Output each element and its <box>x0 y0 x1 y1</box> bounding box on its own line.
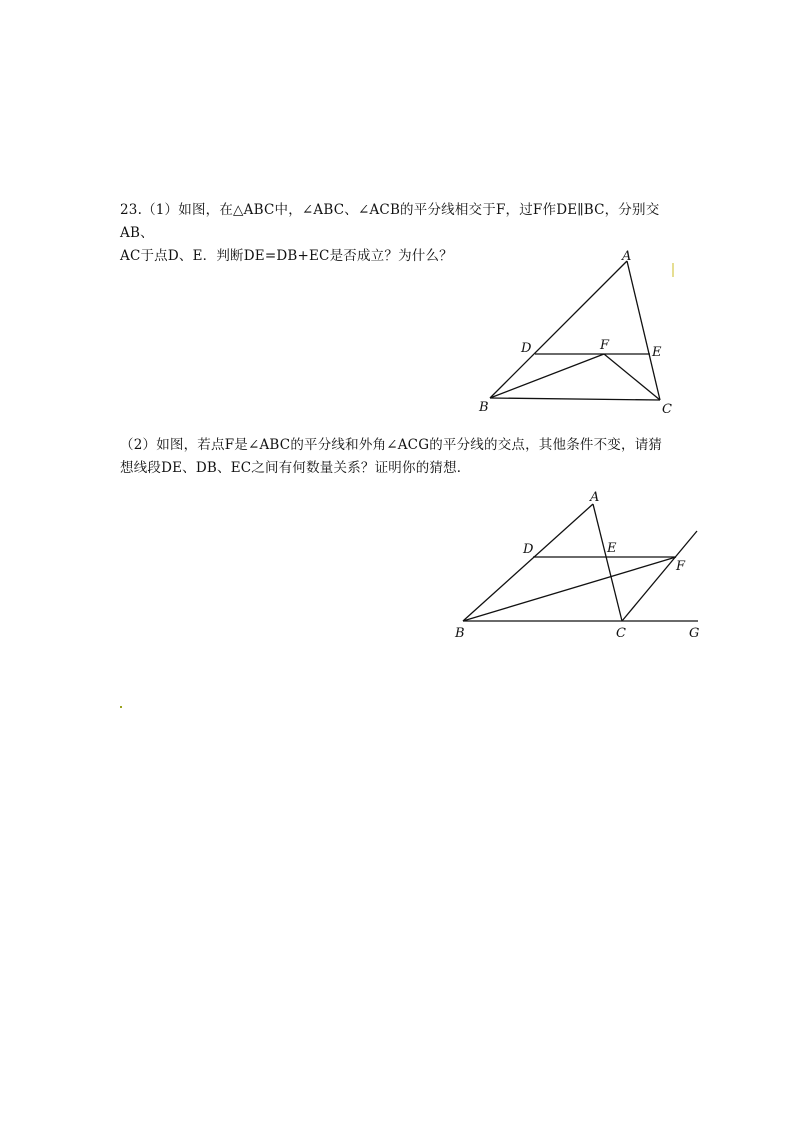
segment-ab <box>463 504 593 621</box>
problem-line: AC于点D、E．判断DE=DB+EC是否成立？为什么？ <box>120 248 453 264</box>
figure-1-lines <box>490 261 660 400</box>
problem-line: 想线段DE、DB、EC之间有何数量关系？证明你的猜想． <box>120 460 471 476</box>
segment-bf <box>463 557 676 621</box>
point-label-g: G <box>689 626 700 641</box>
segment-bf <box>490 354 604 398</box>
segment-ac <box>627 261 660 400</box>
figure-triangle-abc-part-1 <box>470 245 690 420</box>
point-label-e: E <box>607 541 617 556</box>
point-label-a: A <box>622 249 632 264</box>
scan-dot <box>120 706 122 708</box>
segment-ac <box>593 504 622 621</box>
point-label-b: B <box>479 400 489 415</box>
problem-23-part-2 <box>120 434 680 480</box>
problem-line: （2）如图，若点F是∠ABC的平分线和外角∠ACG的平分线的交点，其他条件不变，请猜 <box>120 437 663 453</box>
segment-cf-extended <box>622 531 697 621</box>
point-label-d: D <box>523 542 534 557</box>
problem-line: 23.（1）如图，在△ABC中，∠ABC、∠ACB的平分线相交于F，过F作DE∥BC，分别交AB、 <box>120 202 660 241</box>
segment-ab <box>490 261 627 398</box>
point-label-e: E <box>652 345 662 360</box>
segment-bc <box>490 398 660 400</box>
point-label-b: B <box>455 626 465 641</box>
point-label-c: C <box>662 402 672 417</box>
segment-cf <box>604 354 660 400</box>
point-label-f: F <box>600 338 610 353</box>
point-label-d: D <box>521 341 532 356</box>
point-label-f: F <box>676 559 686 574</box>
point-label-a: A <box>590 490 600 505</box>
figure-triangle-abc-part-2 <box>445 485 710 645</box>
point-label-c: C <box>616 626 626 641</box>
figure-2-lines <box>463 504 698 621</box>
